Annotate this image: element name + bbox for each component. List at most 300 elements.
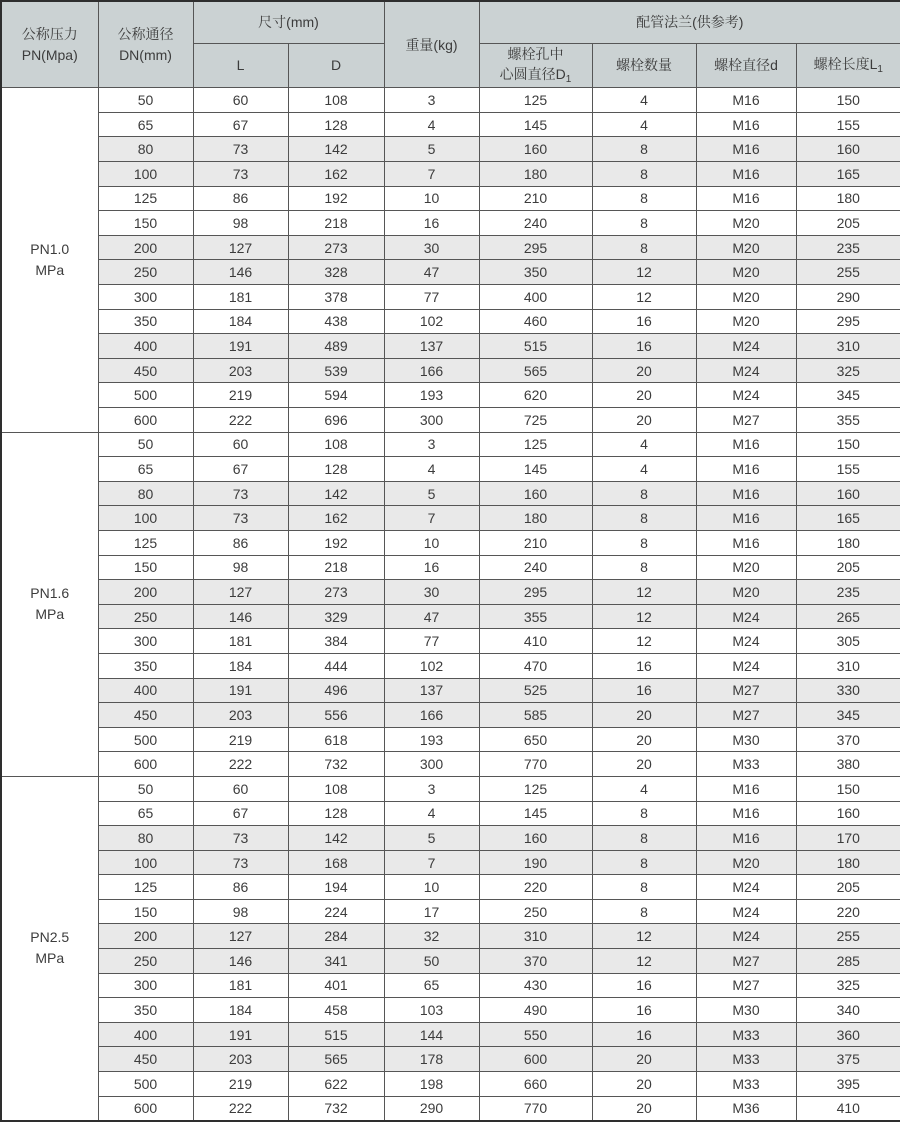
cell-weight: 5	[384, 826, 479, 851]
cell-bolt-len: 380	[796, 752, 900, 777]
cell-bolt-dia: M33	[696, 752, 796, 777]
cell-d: 162	[288, 506, 384, 531]
cell-bolt-dia: M16	[696, 88, 796, 113]
cell-bolt-len: 330	[796, 678, 900, 703]
cell-bolt-circle: 190	[479, 850, 592, 875]
table-row	[1, 850, 900, 875]
cell-bolt-dia: M16	[696, 506, 796, 531]
cell-dn: 300	[98, 629, 193, 654]
cell-weight: 290	[384, 1096, 479, 1121]
table-row	[1, 776, 900, 801]
cell-dn: 150	[98, 211, 193, 236]
cell-bolt-qty: 20	[592, 1072, 696, 1097]
cell-l: 181	[193, 629, 288, 654]
cell-bolt-dia: M24	[696, 924, 796, 949]
cell-bolt-qty: 4	[592, 112, 696, 137]
cell-d: 539	[288, 358, 384, 383]
cell-weight: 16	[384, 555, 479, 580]
table-row	[1, 211, 900, 236]
cell-bolt-len: 345	[796, 383, 900, 408]
cell-bolt-qty: 16	[592, 973, 696, 998]
table-row	[1, 162, 900, 187]
cell-l: 219	[193, 383, 288, 408]
cell-l: 184	[193, 309, 288, 334]
cell-d: 696	[288, 408, 384, 433]
cell-dn: 50	[98, 432, 193, 457]
table-row	[1, 1072, 900, 1097]
cell-bolt-circle: 145	[479, 112, 592, 137]
cell-dn: 250	[98, 604, 193, 629]
pressure-unit: MPa	[35, 261, 65, 278]
cell-d: 108	[288, 88, 384, 113]
cell-bolt-len: 395	[796, 1072, 900, 1097]
cell-weight: 102	[384, 309, 479, 334]
cell-bolt-qty: 8	[592, 481, 696, 506]
cell-bolt-len: 255	[796, 260, 900, 285]
cell-dn: 125	[98, 186, 193, 211]
cell-l: 73	[193, 506, 288, 531]
table-row	[1, 727, 900, 752]
header-bolt-circle-line2	[480, 64, 592, 88]
cell-weight: 50	[384, 949, 479, 974]
cell-d: 496	[288, 678, 384, 703]
cell-weight: 30	[384, 580, 479, 605]
header-bolt-circle-line1: 螺栓孔中	[507, 45, 564, 62]
cell-bolt-len: 160	[796, 137, 900, 162]
cell-bolt-qty: 8	[592, 875, 696, 900]
cell-bolt-circle: 220	[479, 875, 592, 900]
cell-weight: 198	[384, 1072, 479, 1097]
cell-bolt-circle: 125	[479, 88, 592, 113]
cell-d: 194	[288, 875, 384, 900]
cell-bolt-dia: M20	[696, 285, 796, 310]
cell-l: 98	[193, 211, 288, 236]
cell-bolt-len: 165	[796, 506, 900, 531]
cell-bolt-qty: 8	[592, 555, 696, 580]
cell-bolt-dia: M27	[696, 408, 796, 433]
cell-dn: 100	[98, 162, 193, 187]
cell-d: 108	[288, 776, 384, 801]
cell-bolt-dia: M20	[696, 850, 796, 875]
cell-l: 73	[193, 826, 288, 851]
cell-l: 127	[193, 580, 288, 605]
cell-bolt-qty: 12	[592, 604, 696, 629]
cell-l: 86	[193, 186, 288, 211]
cell-dn: 400	[98, 678, 193, 703]
cell-bolt-circle: 550	[479, 1022, 592, 1047]
cell-bolt-len: 370	[796, 727, 900, 752]
cell-bolt-qty: 8	[592, 235, 696, 260]
cell-bolt-dia: M16	[696, 112, 796, 137]
cell-bolt-qty: 8	[592, 211, 696, 236]
cell-bolt-dia: M30	[696, 998, 796, 1023]
table-row	[1, 309, 900, 334]
cell-weight: 102	[384, 653, 479, 678]
cell-bolt-qty: 16	[592, 309, 696, 334]
cell-bolt-circle: 650	[479, 727, 592, 752]
cell-weight: 47	[384, 260, 479, 285]
cell-bolt-circle: 660	[479, 1072, 592, 1097]
section-pressure-label	[1, 776, 98, 1120]
cell-weight: 32	[384, 924, 479, 949]
cell-weight: 4	[384, 457, 479, 482]
cell-bolt-dia: M24	[696, 875, 796, 900]
cell-bolt-circle: 770	[479, 1096, 592, 1121]
cell-bolt-qty: 12	[592, 924, 696, 949]
cell-bolt-circle: 145	[479, 457, 592, 482]
cell-weight: 300	[384, 752, 479, 777]
cell-bolt-circle: 125	[479, 432, 592, 457]
cell-l: 98	[193, 555, 288, 580]
cell-bolt-dia: M16	[696, 776, 796, 801]
cell-bolt-len: 265	[796, 604, 900, 629]
cell-bolt-qty: 20	[592, 358, 696, 383]
cell-weight: 166	[384, 703, 479, 728]
cell-bolt-len: 325	[796, 358, 900, 383]
cell-bolt-len: 165	[796, 162, 900, 187]
cell-bolt-qty: 20	[592, 1047, 696, 1072]
table-row	[1, 506, 900, 531]
cell-bolt-dia: M16	[696, 162, 796, 187]
cell-bolt-len: 285	[796, 949, 900, 974]
cell-d: 458	[288, 998, 384, 1023]
cell-dn: 150	[98, 899, 193, 924]
cell-bolt-qty: 8	[592, 137, 696, 162]
cell-dn: 200	[98, 235, 193, 260]
cell-d: 401	[288, 973, 384, 998]
cell-weight: 3	[384, 776, 479, 801]
cell-bolt-dia: M20	[696, 555, 796, 580]
cell-bolt-dia: M16	[696, 530, 796, 555]
cell-d: 515	[288, 1022, 384, 1047]
table-row	[1, 112, 900, 137]
cell-bolt-dia: M20	[696, 235, 796, 260]
cell-l: 191	[193, 1022, 288, 1047]
cell-bolt-circle: 125	[479, 776, 592, 801]
table-row	[1, 88, 900, 113]
cell-dn: 350	[98, 998, 193, 1023]
cell-dn: 65	[98, 112, 193, 137]
cell-bolt-len: 180	[796, 530, 900, 555]
cell-weight: 10	[384, 530, 479, 555]
cell-l: 222	[193, 1096, 288, 1121]
cell-bolt-len: 150	[796, 88, 900, 113]
cell-bolt-dia: M16	[696, 481, 796, 506]
cell-bolt-dia: M20	[696, 260, 796, 285]
cell-bolt-len: 340	[796, 998, 900, 1023]
cell-bolt-len: 345	[796, 703, 900, 728]
cell-d: 192	[288, 530, 384, 555]
cell-dn: 80	[98, 826, 193, 851]
table-row	[1, 924, 900, 949]
cell-bolt-dia: M16	[696, 432, 796, 457]
cell-bolt-qty: 12	[592, 285, 696, 310]
cell-bolt-dia: M20	[696, 211, 796, 236]
cell-dn: 200	[98, 924, 193, 949]
cell-bolt-dia: M16	[696, 137, 796, 162]
cell-l: 222	[193, 408, 288, 433]
cell-bolt-qty: 8	[592, 162, 696, 187]
table-row	[1, 457, 900, 482]
cell-dn: 450	[98, 703, 193, 728]
pressure-value: PN1.6	[30, 585, 70, 602]
cell-dn: 500	[98, 1072, 193, 1097]
cell-weight: 4	[384, 801, 479, 826]
cell-d: 284	[288, 924, 384, 949]
cell-bolt-dia: M27	[696, 949, 796, 974]
cell-bolt-len: 305	[796, 629, 900, 654]
cell-d: 328	[288, 260, 384, 285]
pressure-unit: MPa	[35, 950, 65, 967]
pressure-value: PN2.5	[30, 929, 70, 946]
cell-weight: 300	[384, 408, 479, 433]
header-row-1	[1, 1, 900, 43]
cell-d: 556	[288, 703, 384, 728]
cell-bolt-qty: 8	[592, 186, 696, 211]
cell-bolt-circle: 350	[479, 260, 592, 285]
cell-bolt-qty: 4	[592, 776, 696, 801]
cell-dn: 100	[98, 850, 193, 875]
cell-dn: 600	[98, 408, 193, 433]
table-row	[1, 604, 900, 629]
header-bolt-circle-subscript: 1	[565, 73, 572, 85]
cell-l: 67	[193, 457, 288, 482]
cell-d: 128	[288, 112, 384, 137]
table-row	[1, 235, 900, 260]
cell-weight: 7	[384, 506, 479, 531]
cell-weight: 178	[384, 1047, 479, 1072]
cell-bolt-len: 205	[796, 211, 900, 236]
cell-l: 146	[193, 260, 288, 285]
cell-bolt-len: 150	[796, 432, 900, 457]
cell-bolt-dia: M24	[696, 629, 796, 654]
table-row	[1, 530, 900, 555]
cell-weight: 193	[384, 727, 479, 752]
table-header	[1, 1, 900, 88]
cell-bolt-len: 255	[796, 924, 900, 949]
cell-d: 273	[288, 235, 384, 260]
cell-weight: 77	[384, 285, 479, 310]
pressure-value: PN1.0	[30, 240, 70, 257]
table-row	[1, 678, 900, 703]
table-row	[1, 383, 900, 408]
table-row	[1, 703, 900, 728]
cell-bolt-dia: M33	[696, 1022, 796, 1047]
table-row	[1, 481, 900, 506]
cell-dn: 300	[98, 973, 193, 998]
cell-bolt-qty: 8	[592, 506, 696, 531]
table-row	[1, 580, 900, 605]
cell-l: 127	[193, 924, 288, 949]
header-bolt-qty: 螺栓数量	[592, 43, 696, 88]
cell-d: 341	[288, 949, 384, 974]
cell-bolt-circle: 180	[479, 162, 592, 187]
cell-l: 73	[193, 162, 288, 187]
cell-weight: 77	[384, 629, 479, 654]
header-bolt-circle-text: 心圆直径D	[499, 65, 566, 82]
cell-dn: 125	[98, 875, 193, 900]
cell-bolt-circle: 410	[479, 629, 592, 654]
cell-bolt-circle: 620	[479, 383, 592, 408]
cell-l: 181	[193, 285, 288, 310]
header-nominal-pressure	[1, 1, 98, 88]
cell-d: 128	[288, 801, 384, 826]
cell-weight: 137	[384, 334, 479, 359]
cell-d: 329	[288, 604, 384, 629]
cell-d: 622	[288, 1072, 384, 1097]
header-nominal-pressure-line2: PN(Mpa)	[21, 46, 78, 63]
cell-dn: 65	[98, 801, 193, 826]
cell-weight: 7	[384, 162, 479, 187]
section-pressure-label	[1, 432, 98, 776]
cell-bolt-circle: 470	[479, 653, 592, 678]
cell-l: 222	[193, 752, 288, 777]
table-row	[1, 555, 900, 580]
cell-bolt-dia: M24	[696, 899, 796, 924]
cell-d: 192	[288, 186, 384, 211]
cell-bolt-len: 360	[796, 1022, 900, 1047]
cell-weight: 193	[384, 383, 479, 408]
cell-dn: 350	[98, 309, 193, 334]
table-row	[1, 1022, 900, 1047]
cell-dn: 450	[98, 358, 193, 383]
cell-bolt-len: 205	[796, 875, 900, 900]
cell-bolt-len: 355	[796, 408, 900, 433]
header-size-d: D	[288, 43, 384, 88]
cell-bolt-len: 180	[796, 850, 900, 875]
cell-dn: 250	[98, 260, 193, 285]
cell-bolt-circle: 240	[479, 555, 592, 580]
cell-bolt-qty: 12	[592, 260, 696, 285]
cell-bolt-len: 410	[796, 1096, 900, 1121]
header-bolt-circle	[479, 43, 592, 88]
cell-l: 86	[193, 875, 288, 900]
cell-bolt-circle: 725	[479, 408, 592, 433]
table-body	[1, 88, 900, 1121]
table-row	[1, 875, 900, 900]
header-bolt-len	[796, 43, 900, 88]
cell-bolt-len: 235	[796, 235, 900, 260]
cell-bolt-qty: 20	[592, 727, 696, 752]
cell-d: 218	[288, 211, 384, 236]
cell-bolt-qty: 20	[592, 408, 696, 433]
cell-bolt-dia: M24	[696, 383, 796, 408]
cell-d: 162	[288, 162, 384, 187]
header-bolt-len-subscript: 1	[877, 63, 883, 75]
cell-bolt-qty: 20	[592, 752, 696, 777]
table-row	[1, 629, 900, 654]
cell-l: 219	[193, 727, 288, 752]
cell-bolt-dia: M16	[696, 826, 796, 851]
cell-d: 142	[288, 137, 384, 162]
cell-l: 86	[193, 530, 288, 555]
cell-dn: 350	[98, 653, 193, 678]
cell-d: 273	[288, 580, 384, 605]
table-row	[1, 432, 900, 457]
cell-weight: 3	[384, 432, 479, 457]
cell-bolt-len: 375	[796, 1047, 900, 1072]
cell-bolt-dia: M27	[696, 703, 796, 728]
table-row	[1, 408, 900, 433]
cell-dn: 125	[98, 530, 193, 555]
cell-l: 67	[193, 801, 288, 826]
header-nominal-pressure-line1: 公称压力	[21, 26, 78, 43]
cell-weight: 7	[384, 850, 479, 875]
cell-bolt-circle: 250	[479, 899, 592, 924]
cell-weight: 4	[384, 112, 479, 137]
table-row	[1, 260, 900, 285]
cell-bolt-dia: M27	[696, 973, 796, 998]
cell-l: 73	[193, 850, 288, 875]
cell-l: 203	[193, 703, 288, 728]
cell-bolt-dia: M16	[696, 801, 796, 826]
cell-d: 489	[288, 334, 384, 359]
table-row	[1, 801, 900, 826]
cell-bolt-dia: M20	[696, 309, 796, 334]
cell-d: 378	[288, 285, 384, 310]
cell-bolt-dia: M16	[696, 457, 796, 482]
cell-dn: 100	[98, 506, 193, 531]
cell-dn: 50	[98, 88, 193, 113]
cell-dn: 400	[98, 1022, 193, 1047]
cell-bolt-len: 310	[796, 653, 900, 678]
cell-l: 203	[193, 1047, 288, 1072]
cell-l: 146	[193, 604, 288, 629]
cell-bolt-len: 150	[796, 776, 900, 801]
cell-bolt-circle: 295	[479, 235, 592, 260]
cell-bolt-circle: 515	[479, 334, 592, 359]
table-row	[1, 998, 900, 1023]
table-row	[1, 899, 900, 924]
cell-bolt-circle: 160	[479, 481, 592, 506]
cell-weight: 30	[384, 235, 479, 260]
cell-bolt-qty: 4	[592, 88, 696, 113]
cell-weight: 5	[384, 481, 479, 506]
cell-d: 594	[288, 383, 384, 408]
cell-dn: 600	[98, 1096, 193, 1121]
table-row	[1, 1047, 900, 1072]
cell-bolt-circle: 490	[479, 998, 592, 1023]
cell-d: 384	[288, 629, 384, 654]
cell-bolt-qty: 20	[592, 383, 696, 408]
header-weight: 重量(kg)	[384, 1, 479, 88]
cell-dn: 600	[98, 752, 193, 777]
cell-dn: 200	[98, 580, 193, 605]
cell-bolt-dia: M24	[696, 653, 796, 678]
table-row	[1, 1096, 900, 1121]
table-row	[1, 949, 900, 974]
cell-dn: 80	[98, 137, 193, 162]
cell-dn: 450	[98, 1047, 193, 1072]
cell-bolt-circle: 180	[479, 506, 592, 531]
cell-bolt-len: 220	[796, 899, 900, 924]
cell-bolt-qty: 4	[592, 432, 696, 457]
cell-bolt-dia: M16	[696, 186, 796, 211]
cell-weight: 65	[384, 973, 479, 998]
cell-bolt-qty: 12	[592, 580, 696, 605]
cell-dn: 80	[98, 481, 193, 506]
cell-bolt-len: 295	[796, 309, 900, 334]
cell-bolt-circle: 210	[479, 186, 592, 211]
cell-weight: 17	[384, 899, 479, 924]
cell-bolt-circle: 400	[479, 285, 592, 310]
cell-l: 60	[193, 88, 288, 113]
cell-bolt-qty: 12	[592, 629, 696, 654]
cell-l: 73	[193, 137, 288, 162]
cell-bolt-circle: 525	[479, 678, 592, 703]
cell-d: 224	[288, 899, 384, 924]
cell-bolt-dia: M24	[696, 358, 796, 383]
